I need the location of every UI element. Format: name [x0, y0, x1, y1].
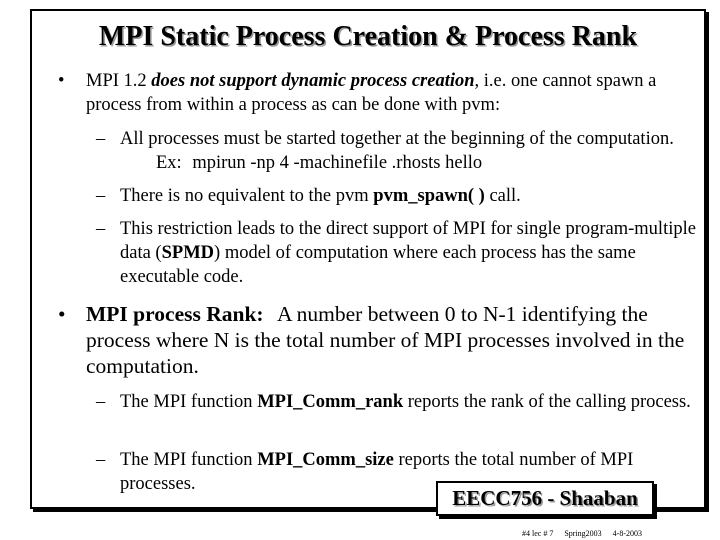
example-command: mpirun -np 4 -machinefile .rhosts hello [192, 153, 483, 173]
bullet-icon: • [58, 71, 65, 91]
subbullet-prefix: The MPI function [120, 392, 258, 412]
footer-date: 4-8-2003 [612, 529, 642, 538]
subbullet-no-spawn [96, 184, 696, 208]
subbullet-suffix: ) model of computation where each process has the same executable code. [120, 243, 636, 287]
bullet-dynamic-creation [58, 69, 668, 117]
subbullet-text: All processes must be started together at the beginning of the computation. [120, 129, 674, 149]
subbullet-start-together [96, 127, 696, 175]
dash-icon: – [96, 129, 106, 149]
footer-meta [522, 529, 651, 539]
slide-frame [30, 9, 706, 509]
footer-slide-number: #4 lec # 7 [522, 529, 554, 538]
example-label: Ex: [156, 153, 182, 173]
subbullet-prefix: This restriction leads to the direct support of MPI for single program-multiple data ( [120, 219, 696, 263]
footer-term: Spring2003 [564, 529, 602, 538]
subbullet-suffix: call. [484, 186, 521, 206]
bullet-emphasis: does not support dynamic process creation [151, 71, 475, 91]
dash-icon: – [96, 392, 106, 412]
bullet-text [86, 69, 668, 117]
bullet-icon: • [58, 302, 66, 326]
bullet-prefix: MPI 1.2 [86, 71, 152, 91]
dash-icon: – [96, 450, 106, 470]
spmd-term: SPMD [161, 243, 215, 263]
dash-icon: – [96, 219, 106, 239]
rank-term: MPI process Rank: [86, 302, 264, 326]
subbullet-comm-rank [96, 390, 696, 414]
pvm-spawn-code: pvm_spawn( ) [373, 186, 485, 206]
subbullet-suffix: reports the rank of the calling process. [403, 392, 691, 412]
subbullet-suffix: reports the total number of MPI processes. [120, 450, 634, 494]
bullet-suffix: , i.e. one cannot spawn a process from within a process as can be done with pvm: [86, 71, 657, 115]
dash-icon: – [96, 186, 106, 206]
subbullet-prefix: There is no equivalent to the pvm [120, 186, 374, 206]
rank-definition: A number between 0 to N-1 identifying the process where N is the total number of MPI processes involved in the computation. [86, 302, 685, 378]
subbullet-prefix: The MPI function [120, 450, 258, 470]
bullet-process-rank [58, 301, 688, 379]
subbullet-spmd [96, 217, 696, 289]
mpi-comm-size-code: MPI_Comm_size [257, 450, 394, 470]
mpi-comm-rank-code: MPI_Comm_rank [257, 392, 404, 412]
course-footer-box: EECC756 - Shaaban [436, 481, 654, 516]
slide-title: MPI Static Process Creation & Process Rank [98, 21, 638, 52]
